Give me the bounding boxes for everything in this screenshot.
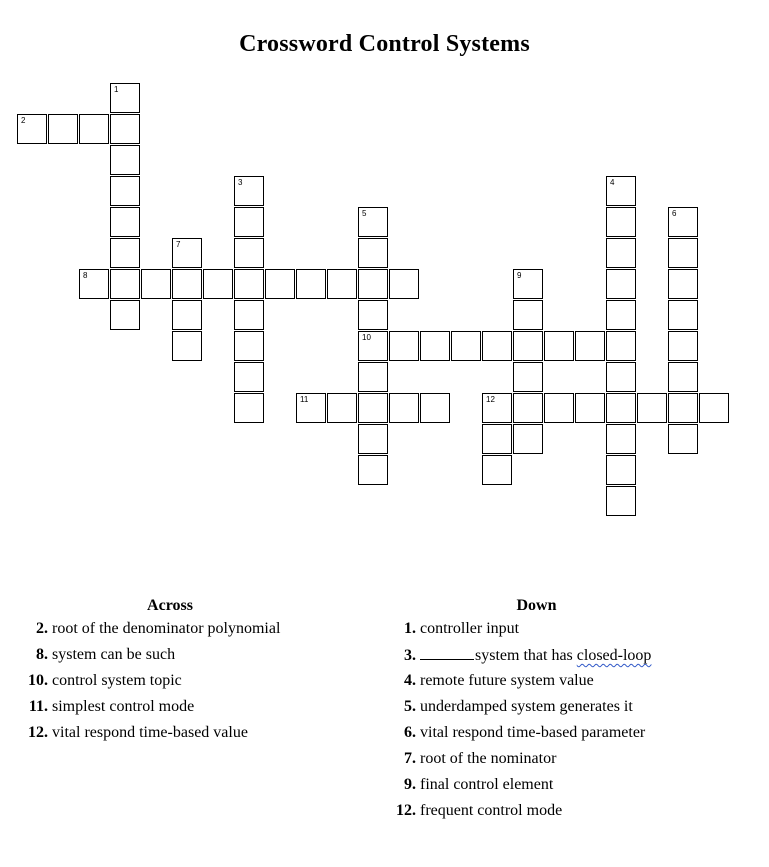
crossword-cell[interactable] bbox=[668, 331, 698, 361]
down-clue-9 bbox=[384, 774, 704, 800]
crossword-cell[interactable] bbox=[234, 269, 264, 299]
crossword-cell[interactable] bbox=[668, 238, 698, 268]
crossword-cell[interactable] bbox=[79, 269, 109, 299]
clue-number: 11. bbox=[28, 698, 48, 715]
down-clue-6 bbox=[384, 722, 704, 748]
down-clues bbox=[384, 596, 704, 826]
crossword-cell[interactable] bbox=[637, 393, 667, 423]
crossword-cell[interactable] bbox=[110, 300, 140, 330]
crossword-cell[interactable] bbox=[172, 300, 202, 330]
crossword-cell[interactable] bbox=[606, 424, 636, 454]
crossword-cell[interactable] bbox=[327, 269, 357, 299]
crossword-cell[interactable] bbox=[482, 424, 512, 454]
across-clue-11 bbox=[14, 696, 334, 722]
crossword-cell[interactable] bbox=[606, 362, 636, 392]
clue-number: 12. bbox=[28, 724, 48, 741]
cell-number: 11 bbox=[300, 395, 309, 404]
clue-number: 1. bbox=[404, 620, 416, 637]
crossword-cell[interactable] bbox=[110, 176, 140, 206]
across-clue-8 bbox=[14, 644, 334, 670]
down-clue-1 bbox=[384, 618, 704, 644]
clue-text: underdamped system generates it bbox=[420, 698, 633, 715]
crossword-cell[interactable] bbox=[544, 331, 574, 361]
crossword-cell[interactable] bbox=[513, 362, 543, 392]
crossword-cell[interactable] bbox=[172, 331, 202, 361]
crossword-cell[interactable] bbox=[606, 207, 636, 237]
clue-text: remote future system value bbox=[420, 672, 594, 689]
crossword-cell[interactable] bbox=[327, 393, 357, 423]
crossword-cell[interactable] bbox=[358, 300, 388, 330]
crossword-cell[interactable] bbox=[544, 393, 574, 423]
crossword-cell[interactable] bbox=[606, 238, 636, 268]
clue-text: control system topic bbox=[52, 672, 182, 689]
crossword-cell[interactable] bbox=[265, 269, 295, 299]
crossword-cell[interactable] bbox=[513, 269, 543, 299]
crossword-cell[interactable] bbox=[296, 393, 326, 423]
crossword-cell[interactable] bbox=[358, 238, 388, 268]
cell-number: 2 bbox=[21, 116, 26, 125]
cell-number: 8 bbox=[83, 271, 88, 280]
crossword-cell[interactable] bbox=[358, 424, 388, 454]
down-clue-12 bbox=[384, 800, 704, 826]
crossword-cell[interactable] bbox=[575, 331, 605, 361]
crossword-cell[interactable] bbox=[110, 269, 140, 299]
crossword-cell[interactable] bbox=[668, 393, 698, 423]
crossword-cell[interactable] bbox=[110, 83, 140, 113]
cell-number: 3 bbox=[238, 178, 243, 187]
crossword-cell[interactable] bbox=[389, 331, 419, 361]
crossword-cell[interactable] bbox=[513, 331, 543, 361]
clue-text: vital respond time-based parameter bbox=[420, 724, 646, 741]
crossword-cell[interactable] bbox=[482, 393, 512, 423]
crossword-cell[interactable] bbox=[451, 331, 481, 361]
crossword-cell[interactable] bbox=[203, 269, 233, 299]
cell-number: 10 bbox=[362, 333, 371, 342]
crossword-cell[interactable] bbox=[699, 393, 729, 423]
clue-text: final control element bbox=[420, 776, 554, 793]
crossword-cell[interactable] bbox=[668, 424, 698, 454]
across-clue-12 bbox=[14, 722, 334, 748]
crossword-cell[interactable] bbox=[420, 331, 450, 361]
crossword-cell[interactable] bbox=[358, 207, 388, 237]
crossword-cell[interactable] bbox=[17, 114, 47, 144]
cell-number: 1 bbox=[114, 85, 119, 94]
fill-in-blank bbox=[420, 644, 474, 660]
clue-text: frequent control mode bbox=[420, 802, 563, 819]
crossword-cell[interactable] bbox=[234, 207, 264, 237]
clue-text: system that has bbox=[475, 647, 577, 664]
clue-number: 4. bbox=[404, 672, 416, 689]
clue-text: vital respond time-based value bbox=[52, 724, 248, 741]
crossword-cell[interactable] bbox=[420, 393, 450, 423]
clue-number: 7. bbox=[404, 750, 416, 767]
down-heading: Down bbox=[516, 597, 557, 614]
crossword-cell[interactable] bbox=[234, 238, 264, 268]
crossword-cell[interactable] bbox=[79, 114, 109, 144]
crossword-cell[interactable] bbox=[482, 331, 512, 361]
crossword-cell[interactable] bbox=[606, 331, 636, 361]
crossword-cell[interactable] bbox=[358, 393, 388, 423]
crossword-cell[interactable] bbox=[234, 331, 264, 361]
cell-number: 12 bbox=[486, 395, 495, 404]
crossword-cell[interactable] bbox=[358, 455, 388, 485]
crossword-cell[interactable] bbox=[172, 238, 202, 268]
down-clue-3 bbox=[384, 644, 704, 670]
crossword-cell[interactable] bbox=[513, 300, 543, 330]
clue-text: simplest control mode bbox=[52, 698, 195, 715]
crossword-cell[interactable] bbox=[110, 114, 140, 144]
across-clue-2 bbox=[14, 618, 334, 644]
crossword-cell[interactable] bbox=[110, 145, 140, 175]
crossword-cell[interactable] bbox=[234, 362, 264, 392]
down-clue-4 bbox=[384, 670, 704, 696]
across-heading: Across bbox=[147, 597, 193, 614]
crossword-cell[interactable] bbox=[575, 393, 605, 423]
crossword-cell[interactable] bbox=[234, 300, 264, 330]
clue-number: 12. bbox=[396, 802, 416, 819]
clue-number: 3. bbox=[404, 647, 416, 664]
crossword-cell[interactable] bbox=[668, 269, 698, 299]
cell-number: 4 bbox=[610, 178, 615, 187]
clue-text: system can be such bbox=[52, 646, 176, 663]
page-title: Crossword Control Systems bbox=[239, 31, 530, 57]
crossword-cell[interactable] bbox=[606, 486, 636, 516]
crossword-cell[interactable] bbox=[668, 362, 698, 392]
cell-number: 6 bbox=[672, 209, 677, 218]
clue-number: 6. bbox=[404, 724, 416, 741]
crossword-cell[interactable] bbox=[606, 269, 636, 299]
crossword-cell[interactable] bbox=[358, 331, 388, 361]
clue-number: 2. bbox=[36, 620, 48, 637]
crossword-cell[interactable] bbox=[606, 300, 636, 330]
across-clue-10 bbox=[14, 670, 334, 696]
clue-text: controller input bbox=[420, 620, 520, 637]
cell-number: 9 bbox=[517, 271, 522, 280]
cell-number: 7 bbox=[176, 240, 181, 249]
clue-number: 9. bbox=[404, 776, 416, 793]
crossword-cell[interactable] bbox=[358, 269, 388, 299]
clue-text: root of the nominator bbox=[420, 750, 557, 767]
crossword-cell[interactable] bbox=[482, 455, 512, 485]
clue-number: 8. bbox=[36, 646, 48, 663]
crossword-cell[interactable] bbox=[668, 300, 698, 330]
crossword-cell[interactable] bbox=[606, 393, 636, 423]
crossword-cell[interactable] bbox=[141, 269, 171, 299]
crossword-cell[interactable] bbox=[172, 269, 202, 299]
crossword-cell[interactable] bbox=[234, 176, 264, 206]
crossword-cell[interactable] bbox=[110, 238, 140, 268]
crossword-cell[interactable] bbox=[296, 269, 326, 299]
crossword-cell[interactable] bbox=[358, 362, 388, 392]
crossword-cell[interactable] bbox=[606, 176, 636, 206]
crossword-cell[interactable] bbox=[606, 455, 636, 485]
crossword-cell[interactable] bbox=[48, 114, 78, 144]
down-clue-7 bbox=[384, 748, 704, 774]
clue-number: 5. bbox=[404, 698, 416, 715]
clue-text: root of the denominator polynomial bbox=[52, 620, 281, 637]
clue-number: 10. bbox=[28, 672, 48, 689]
cell-number: 5 bbox=[362, 209, 367, 218]
crossword-cell[interactable] bbox=[389, 269, 419, 299]
down-clue-5 bbox=[384, 696, 704, 722]
crossword-cell[interactable] bbox=[668, 207, 698, 237]
spellcheck-marked-text: closed-loop bbox=[576, 647, 652, 664]
crossword-cell[interactable] bbox=[110, 207, 140, 237]
crossword-cell[interactable] bbox=[513, 424, 543, 454]
across-clues bbox=[14, 596, 334, 748]
crossword-cell[interactable] bbox=[389, 393, 419, 423]
crossword-cell[interactable] bbox=[234, 393, 264, 423]
crossword-cell[interactable] bbox=[513, 393, 543, 423]
